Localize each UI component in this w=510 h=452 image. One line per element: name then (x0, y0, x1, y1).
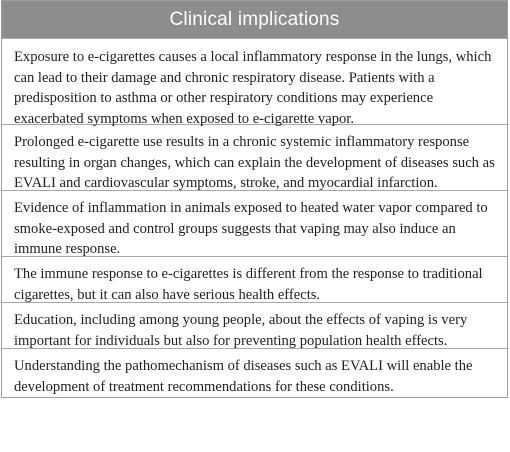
table-row: The immune response to e-cigarettes is different from the response to traditional cigarettes, but it can also have serious health effects. (2, 256, 507, 302)
table-row: Exposure to e-cigarettes causes a local inflammatory response in the lungs, which can lead to their damage and chronic respiratory disease. Patients with a predisposition to asthma or other respiratory conditions may experience exacerbated symptoms when exposed to e-cigarette vapor. (2, 38, 507, 124)
table-row: Evidence of inflammation in animals exposed to heated water vapor compared to smoke-exposed and control groups suggests that vaping may also induce an immune response. (2, 190, 507, 256)
clinical-implications-table (1, 0, 508, 398)
table-title: Clinical implications (169, 8, 340, 30)
table-row: Education, including among young people, about the effects of vaping is very important for individuals but also for preventing population health effects. (2, 302, 507, 348)
table-row: Prolonged e-cigarette use results in a chronic systemic inflammatory response resulting in organ changes, which can explain the development of diseases such as EVALI and cardiovascular symptoms, stroke, and myocardial infarction. (2, 124, 507, 190)
table-header (2, 1, 507, 38)
table-row: Understanding the pathomechanism of diseases such as EVALI will enable the development of treatment recommendations for these conditions. (2, 348, 507, 397)
